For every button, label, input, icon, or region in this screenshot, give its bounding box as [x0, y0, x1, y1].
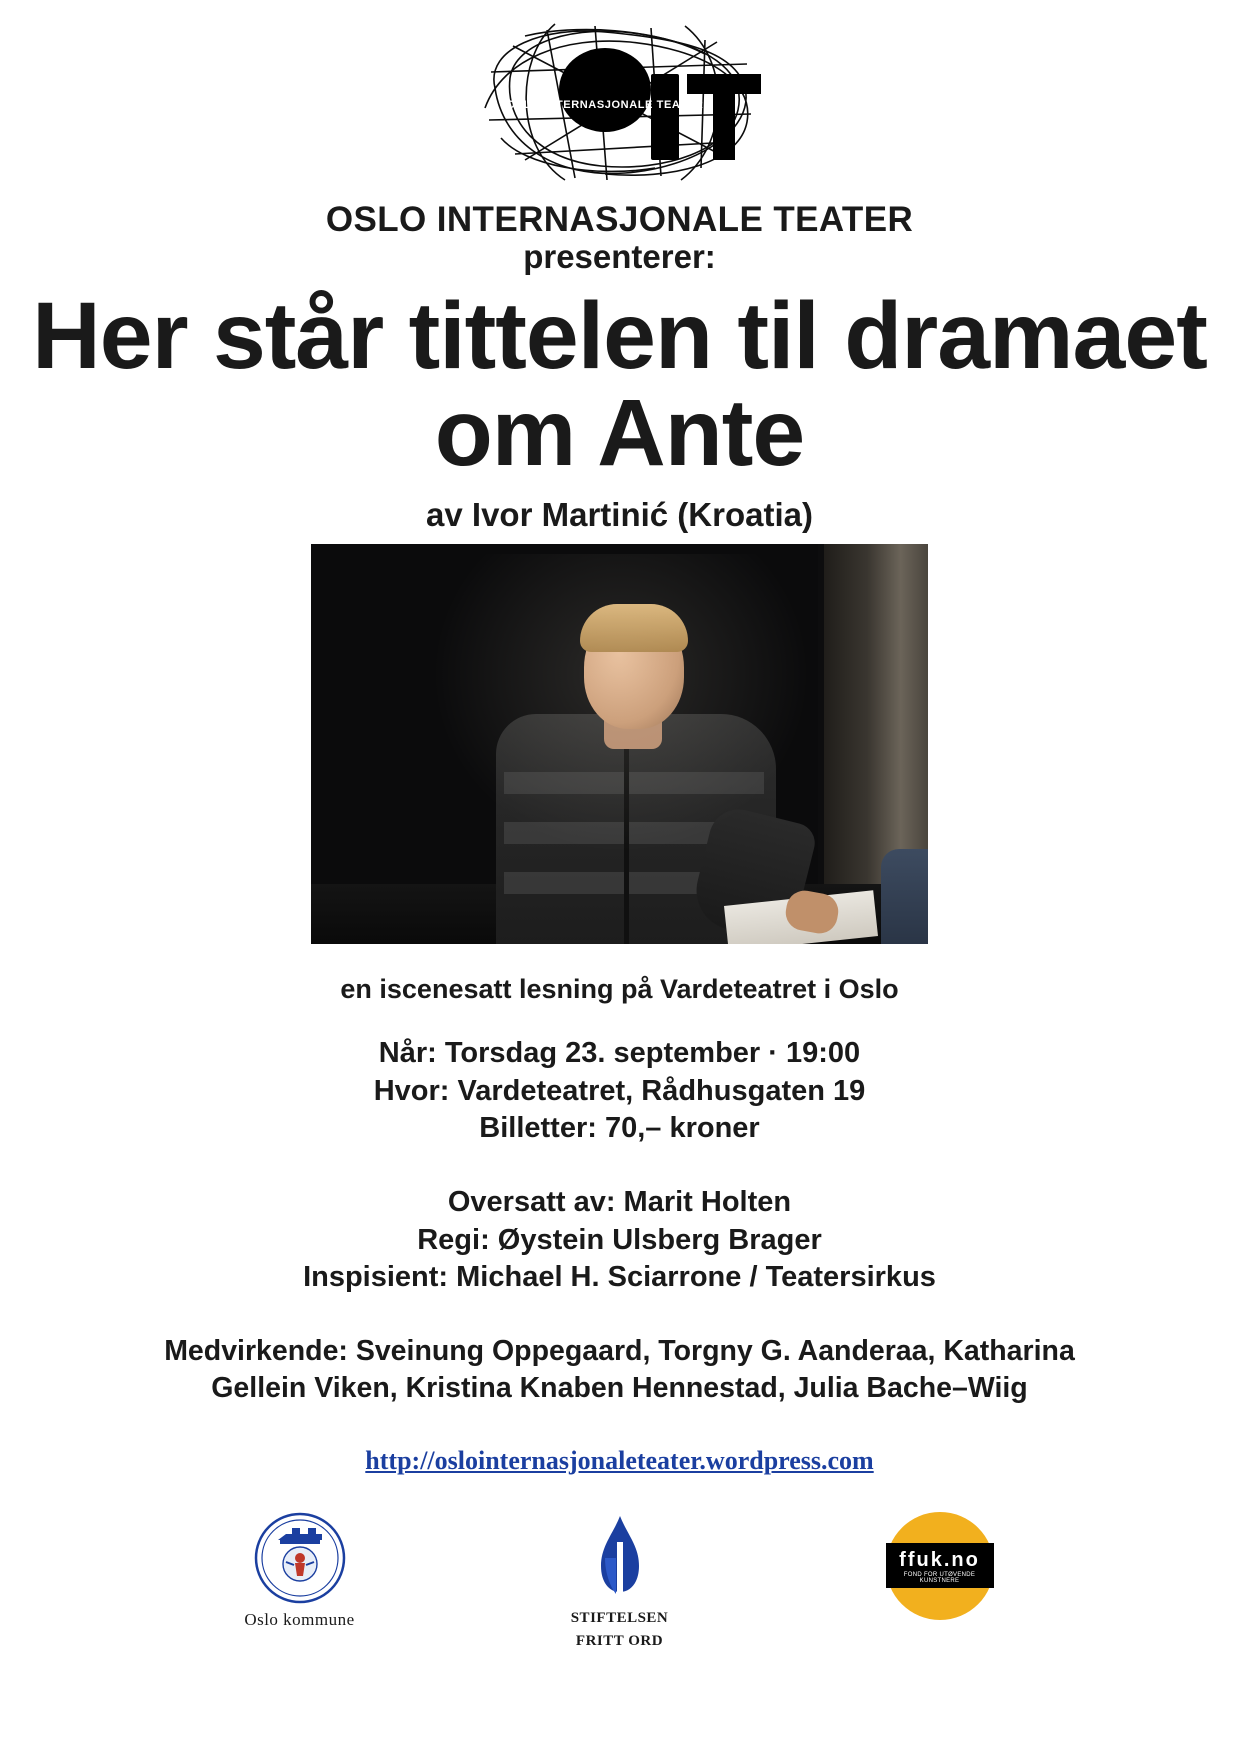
ffuk-logo-text: ffuk.no — [899, 1549, 980, 1572]
author-byline: av Ivor Martinić (Kroatia) — [426, 495, 813, 533]
photo-person — [486, 614, 786, 944]
detail-when: Når: Torsdag 23. september · 19:00 — [378, 1036, 861, 1069]
presenter-line-1: OSLO INTERNASJONALE TEATER — [325, 200, 914, 239]
detail-where: Hvor: Vardeteatret, Rådhusgaten 19 — [373, 1074, 866, 1107]
sponsor-fritt-ord — [500, 1512, 740, 1651]
event-details — [374, 1035, 866, 1148]
ffuk-logo-plate — [886, 1543, 994, 1588]
production-credits — [303, 1184, 936, 1297]
presenter-block — [326, 200, 913, 276]
photo-hair — [580, 604, 688, 652]
sponsor-oslo-kommune — [180, 1512, 420, 1630]
ffuk-logo-subtext: FOND FOR UTØVENDE KUNSTNERE — [903, 1572, 976, 1585]
performance-subcaption: en iscenesatt lesning på Vardeteatret i Oslo — [340, 973, 899, 1004]
svg-text:OSLO INTERNASJONALE TEATER: OSLO INTERNASJONALE TEATER — [506, 99, 703, 111]
photo-jeans — [881, 849, 928, 944]
ffuk-logo-icon — [886, 1512, 994, 1620]
page-title: Her står tittelen til dramaet om Ante — [32, 283, 1207, 487]
fritt-ord-flame-icon — [583, 1512, 657, 1604]
credit-director: Regi: Øystein Ulsberg Brager — [417, 1223, 822, 1256]
cast-line-1: Medvirkende: Sveinung Oppegaard, Torgny G. Aanderaa, Katharina — [164, 1335, 1075, 1368]
sponsor-row — [180, 1512, 1060, 1651]
logo-wordmark — [506, 99, 703, 111]
fritt-ord-caption-line-1: STIFTELSEN — [570, 1609, 669, 1626]
credit-translator: Oversatt av: Marit Holten — [447, 1185, 792, 1218]
fritt-ord-caption-line-2: FRITT ORD — [575, 1633, 664, 1650]
oslo-kommune-caption: Oslo kommune — [244, 1609, 355, 1629]
photo-jacket-zipper — [624, 734, 629, 944]
cast-list — [95, 1333, 1145, 1406]
sponsor-ffuk — [820, 1512, 1060, 1620]
detail-tickets: Billetter: 70,– kroner — [479, 1112, 760, 1145]
presenter-line-2: presenterer: — [523, 238, 716, 276]
photo-jacket-stripe — [504, 772, 764, 794]
website-link[interactable]: http://oslointernasjonaleteater.wordpress.com — [365, 1445, 874, 1475]
oslo-kommune-crest-icon — [254, 1512, 346, 1604]
production-photo — [311, 544, 928, 944]
cast-line-2: Gellein Viken, Kristina Knaben Hennestad, Julia Bache–Wiig — [211, 1371, 1028, 1404]
credit-stage-manager: Inspisient: Michael H. Sciarrone / Teatersirkus — [303, 1261, 936, 1294]
oslo-internasjonale-teater-logo — [455, 18, 785, 188]
